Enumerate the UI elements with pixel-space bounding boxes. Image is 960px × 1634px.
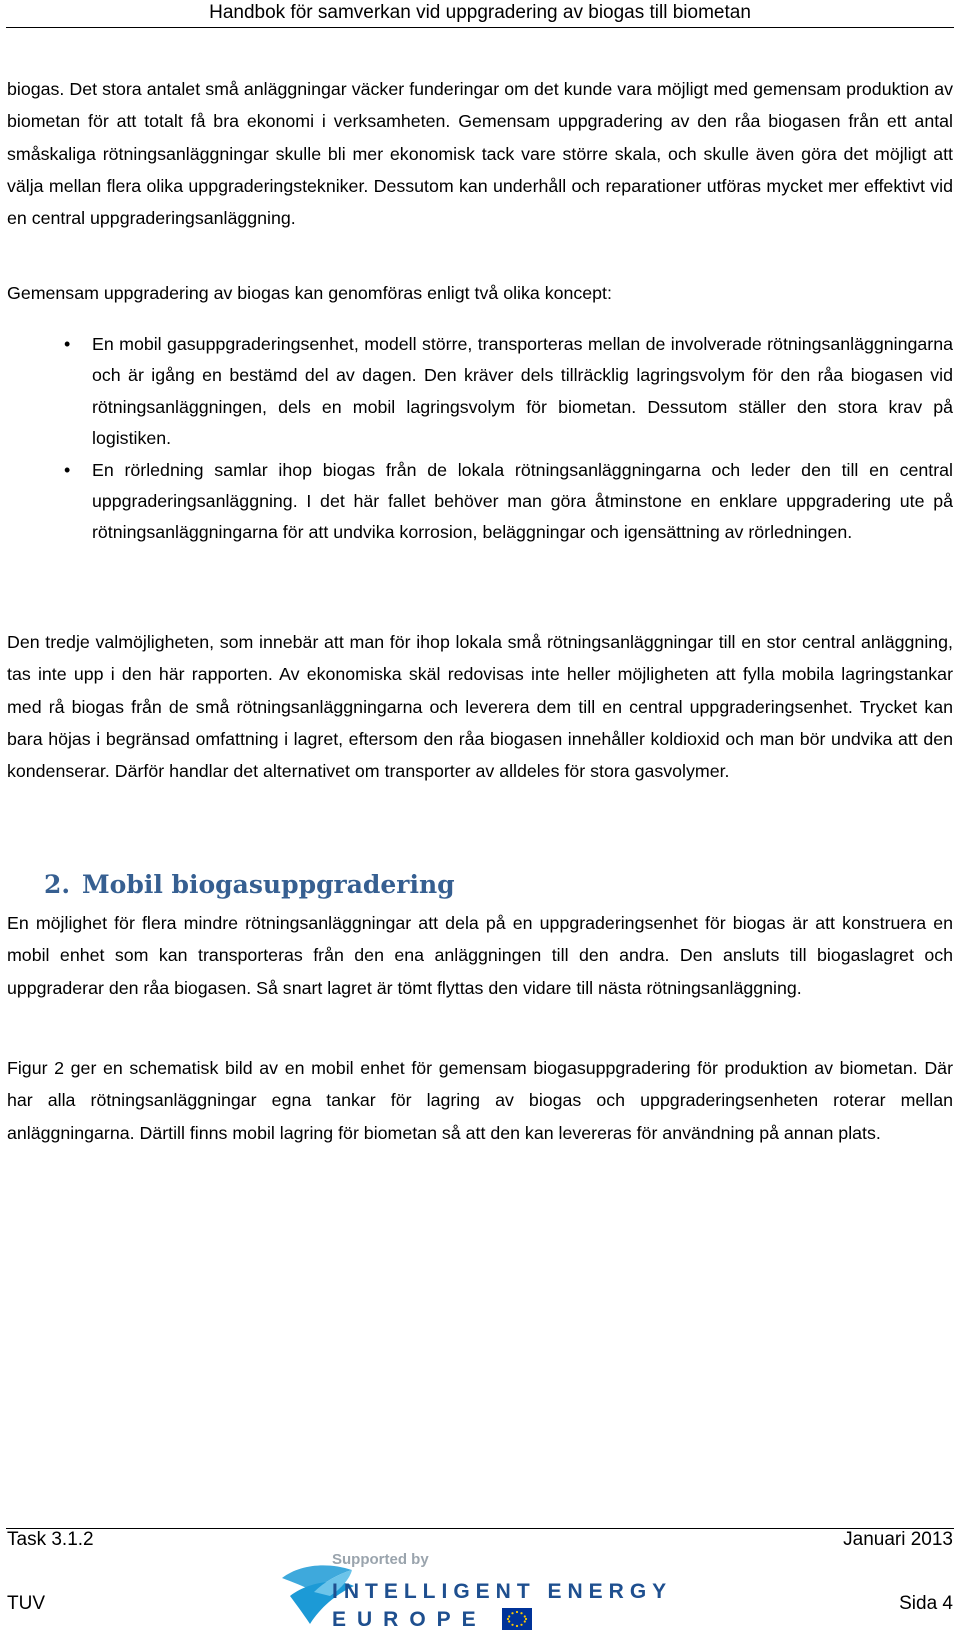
logo-supported-text: Supported by: [332, 1551, 429, 1568]
header-divider: [6, 27, 954, 28]
paragraph-figure-reference: Figur 2 ger en schematisk bild av en mobil enhet för gemensam biogasuppgradering för produktion av biometan. Där har alla rötningsanläggningar egna tankar för lagring av biogas och uppgraderingsenheten roterar mellan anläggningarna. Därtill finns mobil lagring för biometan så att den kan levereras för användning på annan plats.: [7, 1058, 953, 1143]
list-item-text: En rörledning samlar ihop biogas från de lokala rötningsanläggningarna och leder den till en central uppgraderingsanläggning. I det här fallet behöver man göra åtminstone en enklare uppgradering ute på rötningsanläggningarna för att undvika korrosion, beläggningar och igensättning av rörledningen.: [92, 459, 953, 543]
bullet-icon: •: [64, 334, 71, 354]
section-heading: [44, 870, 455, 899]
concept-list: [7, 329, 953, 549]
list-item: [7, 329, 953, 455]
footer-task: Task 3.1.2: [7, 1529, 94, 1550]
intelligent-energy-europe-logo: [280, 1548, 700, 1634]
footer-divider: [6, 1528, 954, 1529]
logo-line1-text: INTELLIGENT ENERGY: [332, 1580, 673, 1603]
eu-flag-icon: [502, 1608, 532, 1630]
footer-org: TUV: [7, 1593, 45, 1614]
paragraph-third-option: Den tredje valmöjligheten, som innebär att man för ihop lokala små rötningsanläggningar till en stor central anläggning, tas inte upp i den här rapporten. Av ekonomiska skäl redovisas inte heller möjligheten att fylla mobila lagringstankar med rå biogas från de små rötningsanläggningarna och leverera dem till en central uppgraderingsenhet. Trycket kan bara höjas i begränsad omfattning i lagret, eftersom den råa biogasen innehåller koldioxid och man bör undvika att den kondenserar. Därför handlar det alternativet om transporter av alldeles för stora gasvolymer.: [7, 632, 953, 782]
paragraph-concepts-intro: Gemensam uppgradering av biogas kan genomföras enligt två olika koncept:: [7, 283, 612, 303]
paragraph-intro: biogas. Det stora antalet små anläggningar väcker funderingar om det kunde vara möjligt med gemensam produktion av biometan för att totalt få bra ekonomi i verksamheten. Gemensam uppgradering av den råa biogasen från ett antal småskaliga rötningsanläggningar skulle bli mer ekonomisk tack vare större skala, och skulle även göra det möjligt att välja mellan flera olika uppgraderingstekniker. Dessutom kan underhåll och reparationer utföras mycket mer effektivt vid en central uppgraderingsanläggning.: [7, 79, 953, 229]
list-item-text: En mobil gasuppgraderingsenhet, modell större, transporteras mellan de involverade rötningsanläggningarna och är igång en bestämd del av dagen. Den kräver dels tillräcklig lagringsvolym för den råa biogasen vid rötningsanläggningen, dels en mobil lagringsvolym för biometan. Dessutom ställer den stora krav på logistiken.: [92, 334, 953, 449]
section-title: Mobil biogasuppgradering: [82, 870, 455, 899]
paragraph-mobile-unit: En möjlighet för flera mindre rötningsanläggningar att dela på en uppgraderingsenhet för biogas är att konstruera en mobil enhet som kan transporteras från den ena anläggningen till den andra. Den ansluts till biogaslagret och uppgraderar den råa biogasen. Så snart lagret är tömt flyttas den vidare till nästa rötningsanläggning.: [7, 913, 953, 998]
list-item: [7, 455, 953, 549]
page-header: [0, 0, 960, 29]
logo-line2-text: EUROPE: [332, 1608, 487, 1631]
bullet-icon: •: [64, 459, 71, 480]
section-number: 2.: [44, 870, 71, 899]
header-title: Handbok för samverkan vid uppgradering av biogas till biometan: [209, 2, 751, 23]
footer-date: Januari 2013: [843, 1529, 953, 1550]
footer-page-number: Sida 4: [899, 1593, 953, 1614]
